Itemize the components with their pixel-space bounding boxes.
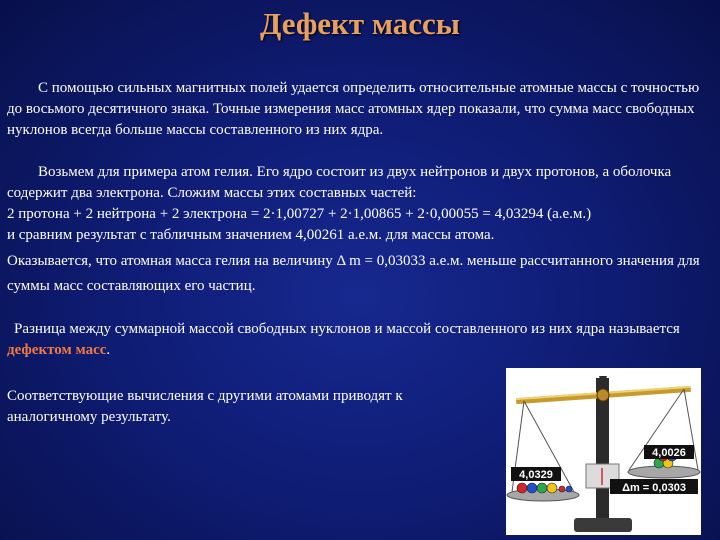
delta-mass-label: Δm = 0,0303: [622, 482, 686, 494]
helium-paragraph: Возьмем для примера атом гелия. Его ядро состоит из двух нейтронов и двух протонов, а оболочка содержит два электрона. Сложим массы этих составных частей:: [7, 164, 672, 201]
left-mass-label: 4,0329: [519, 469, 553, 481]
left-nucleons: [517, 483, 572, 493]
right-mass-label: 4,0026: [652, 447, 686, 459]
defect-definition: [7, 319, 712, 361]
defect-end: .: [106, 342, 111, 358]
right-pan: [628, 466, 700, 478]
mass-equation: 2 протона + 2 нейтрона + 2 электрона = 2·1,00727 + 2·1,00865 + 2·0,00055 = 4,03294 (а.е.м.): [7, 206, 592, 222]
balance-scale-image: [506, 368, 701, 535]
slide-title: Дефект массы: [259, 6, 461, 41]
result-line: Оказывается, что атомная масса гелия на величину Δ m = 0,03033 а.е.м. меньше рассчитанного значения для суммы масс составляющих его частиц.: [7, 253, 700, 294]
scale-base: [574, 518, 632, 532]
defect-text: Разница между суммарной массой свободных нуклонов и массой составленного из них ядра называется: [14, 321, 680, 337]
intro-paragraph: С помощью сильных магнитных полей удается определить относительные атомные массы с точностью до восьмого десятичного знака. Точные измерения масс атомных ядер показали, что сумма масс свободных нуклонов всегда больше массы составленного из них ядра.: [7, 80, 700, 138]
compare-line: и сравним результат с табличным значением 4,00261 а.е.м. для массы атома.: [7, 227, 495, 243]
defect-term: дефектом масс: [7, 342, 107, 358]
conclusion-text: Соответствующие вычисления с другими атомами приводят к аналогичному результату.: [7, 388, 403, 425]
